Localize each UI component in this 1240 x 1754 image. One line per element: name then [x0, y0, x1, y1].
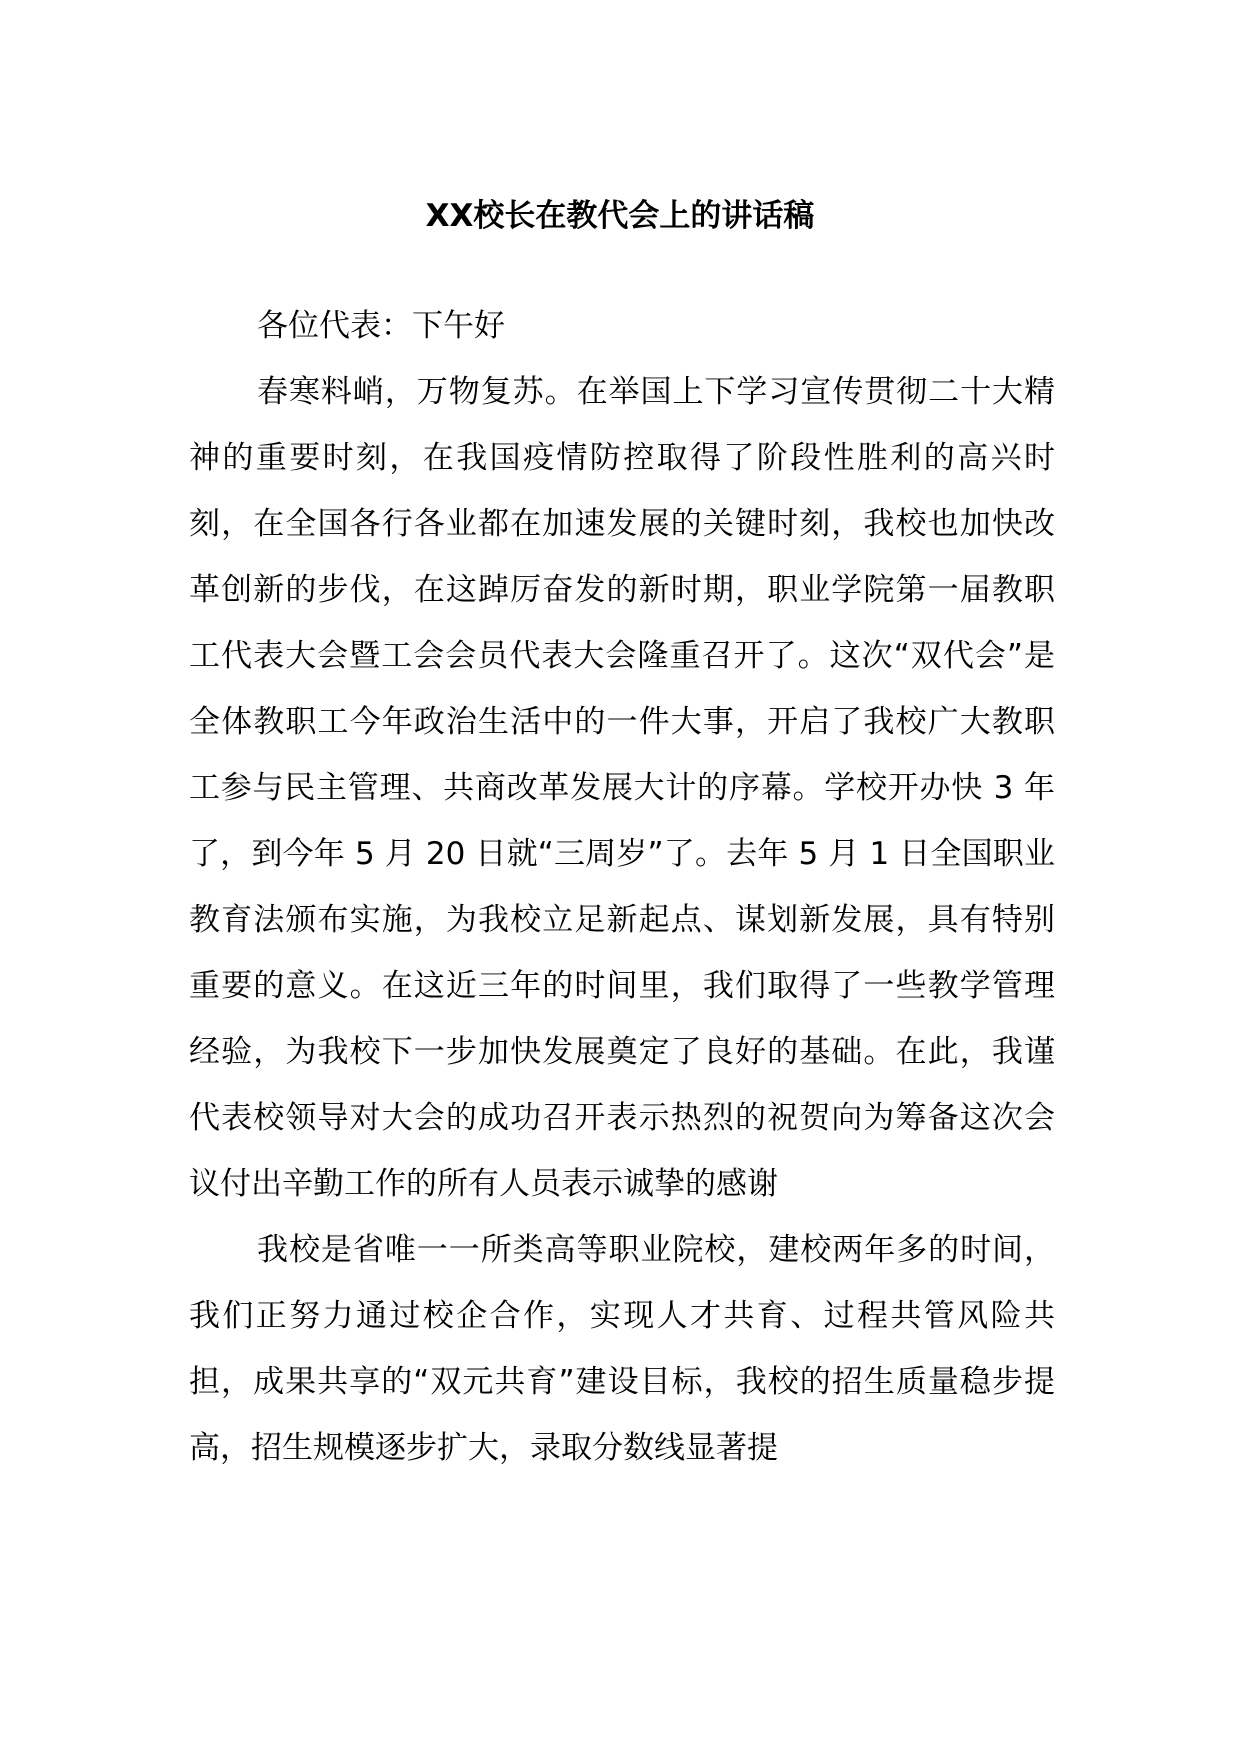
body-paragraph-2: 我校是省唯一一所类高等职业院校，建校两年多的时间，我们正努力通过校企合作，实现人才共育、过程共管风险共担，成果共享的“双元共育”建设目标，我校的招生质量稳步提高，招生规模逐步扩大，录取分数线显著提 — [189, 1232, 1055, 1466]
document-title: XX校长在教代会上的讲话稿 — [425, 198, 815, 234]
document-body — [189, 293, 1055, 1481]
greeting-paragraph: 各位代表：下午好 — [257, 308, 505, 344]
body-paragraph-1: 春寒料峭，万物复苏。在举国上下学习宣传贯彻二十大精神的重要时刻，在我国疫情防控取得了阶段性胜利的高兴时刻，在全国各行各业都在加速发展的关键时刻，我校也加快改革创新的步伐，在这踔厉奋发的新时期，职业学院第一届教职工代表大会暨工会会员代表大会隆重召开了。这次“双代会”是全体教职工今年政治生活中的一件大事，开启了我校广大教职工参与民主管理、共商改革发展大计的序幕。学校开办快 3 年了，到今年 5 月 20 日就“三周岁”了。去年 5 月 1 日全国职业教育法颁布实施，为我校立足新起点、谋划新发展，具有特别重要的意义。在这近三年的时间里，我们取得了一些教学管理经验，为我校下一步加快发展奠定了良好的基础。在此，我谨代表校领导对大会的成功召开表示热烈的祝贺向为筹备这次会议付出辛勤工作的所有人员表示诚挚的感谢 — [189, 374, 1055, 1202]
